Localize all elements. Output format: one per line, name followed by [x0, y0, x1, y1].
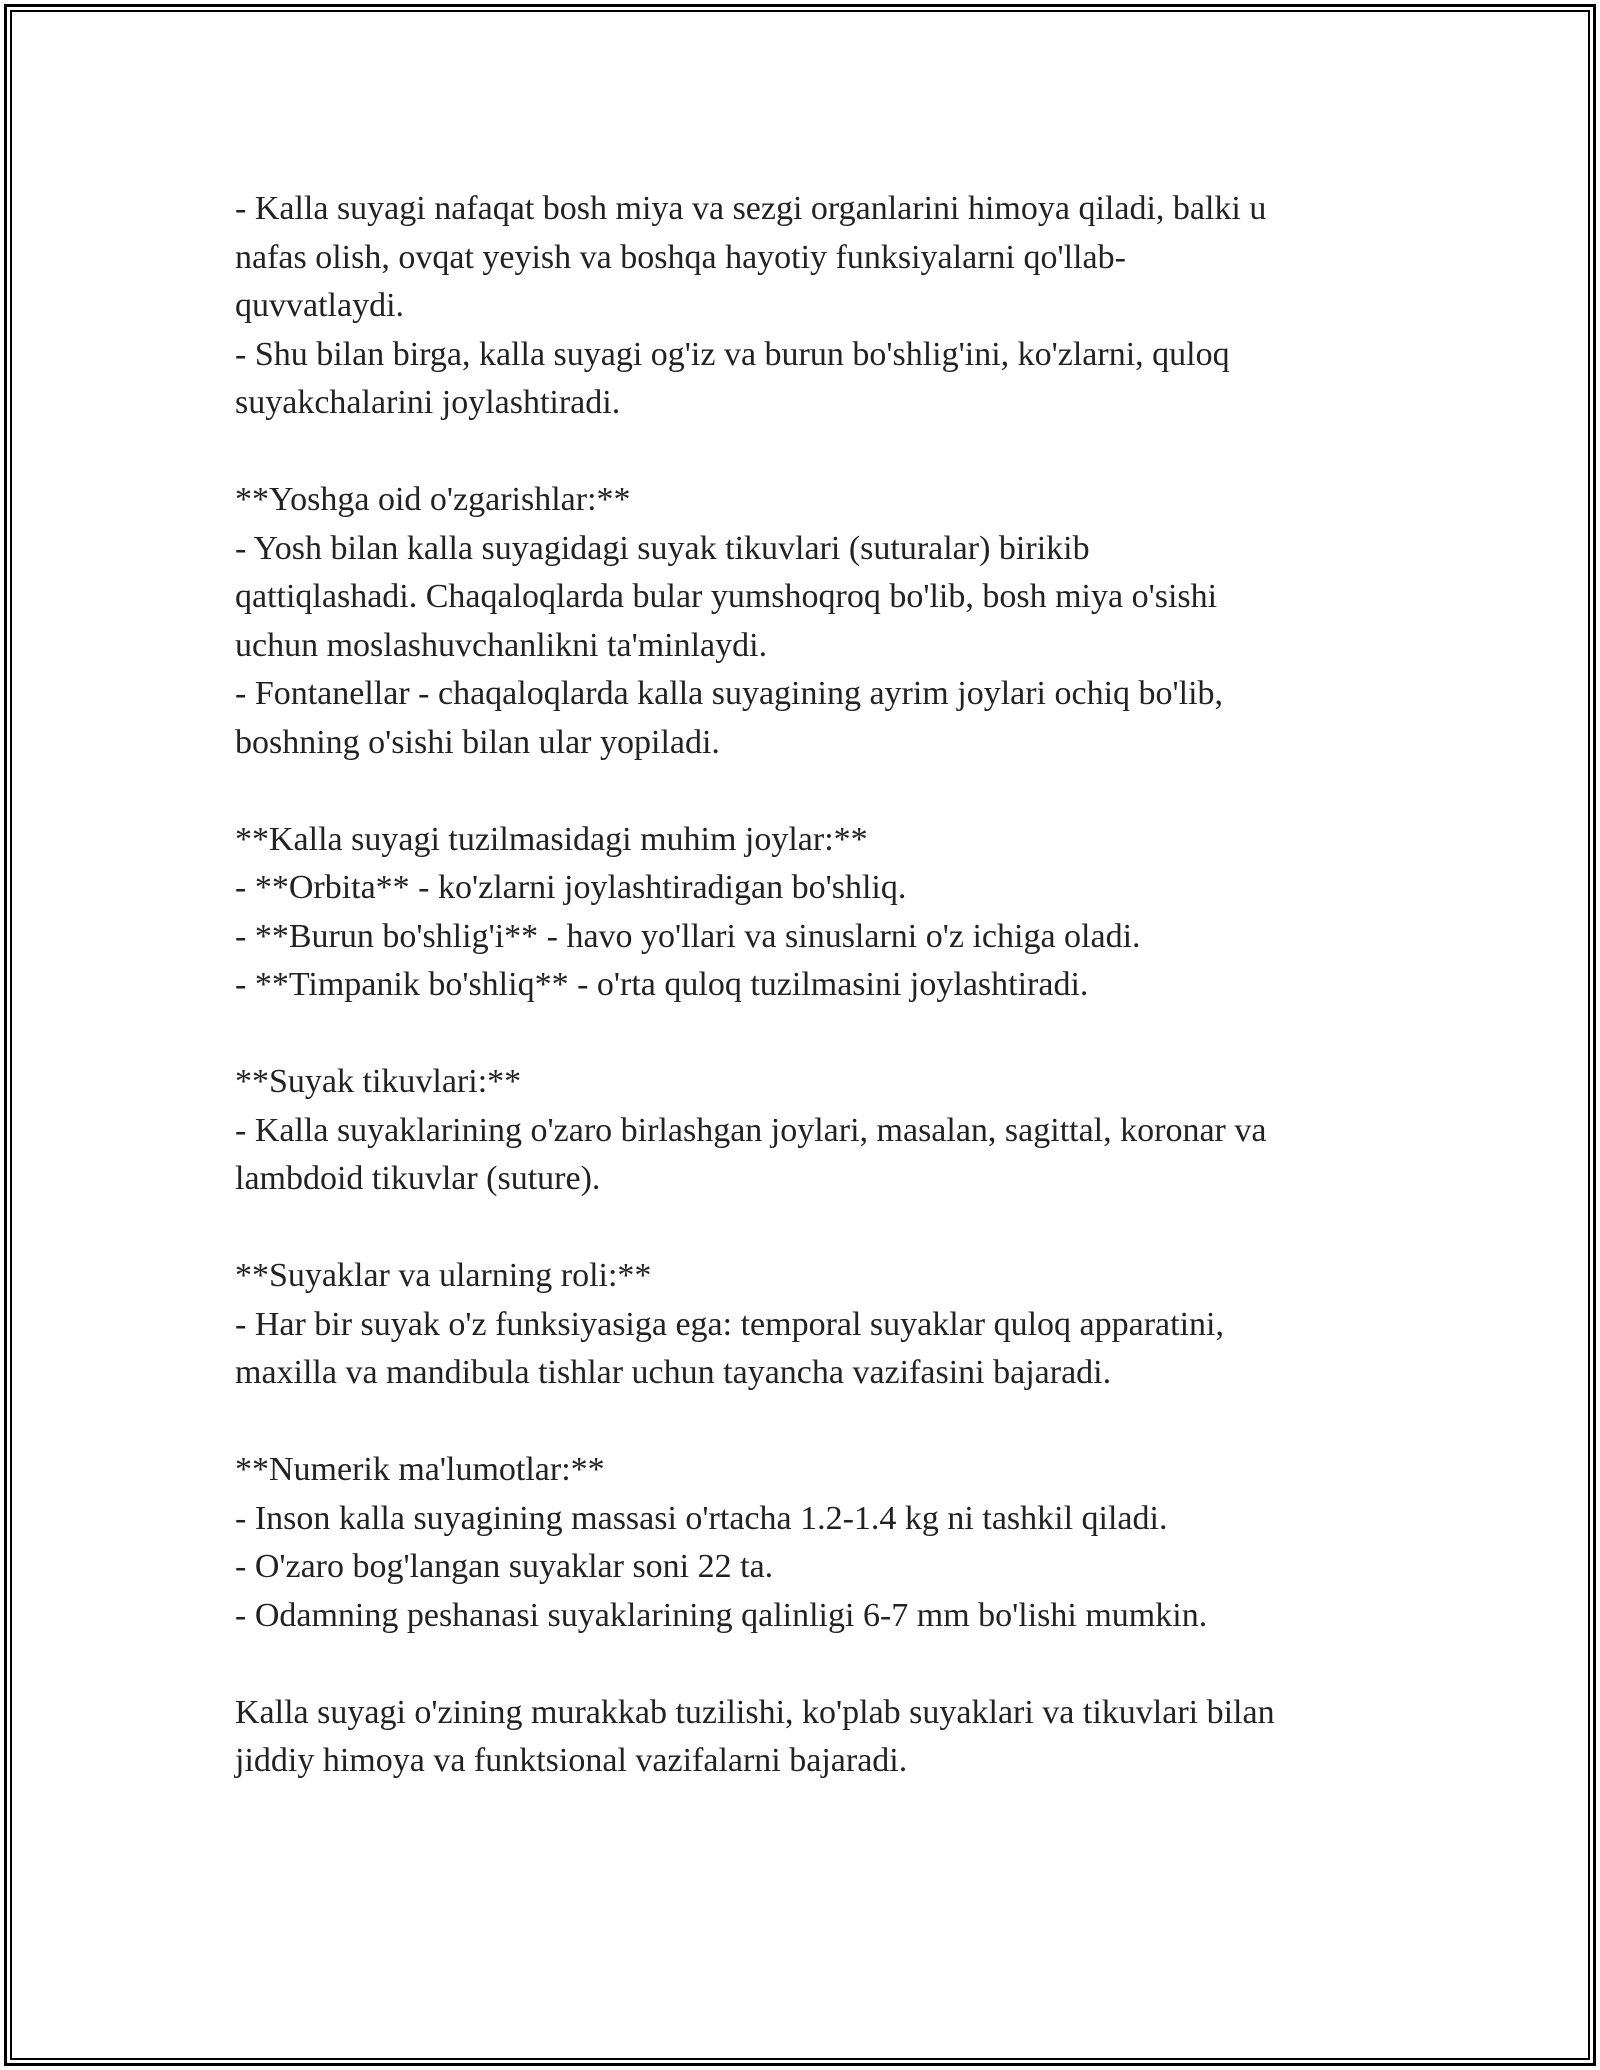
- list-item: - **Burun bo'shlig'i** - havo yo'llari va sinuslarni o'z ichiga oladi.: [235, 917, 1141, 955]
- text-line: - Yosh bilan kalla suyagidagi suyak tikuvlari (suturalar) birikib: [235, 529, 1090, 567]
- section-important-structures: [235, 816, 1365, 1010]
- section-heading: **Numerik ma'lumotlar:**: [235, 1451, 605, 1488]
- text-line: suyakchalarini joylashtiradi.: [235, 384, 621, 421]
- text-line: - Har bir suyak o'z funksiyasiga ega: temporal suyaklar quloq apparatini,: [235, 1305, 1224, 1343]
- text-line: nafas olish, ovqat yeyish va boshqa hayotiy funksiyalarni qo'llab-: [235, 238, 1126, 276]
- text-line: uchun moslashuvchanlikni ta'minlaydi.: [235, 626, 768, 664]
- section-age-changes: [235, 476, 1365, 767]
- list-item: - Inson kalla suyagining massasi o'rtacha 1.2-1.4 kg ni tashkil qiladi.: [235, 1499, 1168, 1537]
- section-bone-roles: [235, 1252, 1365, 1398]
- text-line: lambdoid tikuvlar (suture).: [235, 1160, 601, 1197]
- list-item: - **Timpanik bo'shliq** - o'rta quloq tuzilmasini joylashtiradi.: [235, 966, 1089, 1003]
- text-line: - Kalla suyaklarining o'zaro birlashgan joylari, masalan, sagittal, koronar va: [235, 1111, 1267, 1149]
- text-line: Kalla suyagi o'zining murakkab tuzilishi, ko'plab suyaklari va tikuvlari bilan: [235, 1693, 1275, 1731]
- paragraph-gap: [235, 1010, 1365, 1059]
- document-body: [235, 185, 1365, 1786]
- text-line: jiddiy himoya va funktsional vazifalarni bajaradi.: [235, 1742, 908, 1779]
- paragraph-gap: [235, 767, 1365, 816]
- paragraph-gap: [235, 1204, 1365, 1253]
- section-numeric-data: [235, 1446, 1365, 1640]
- section-heading: **Suyak tikuvlari:**: [235, 1063, 522, 1100]
- paragraph-conclusion: [235, 1689, 1365, 1786]
- text-line: boshning o'sishi bilan ular yopiladi.: [235, 723, 720, 761]
- text-line: - Kalla suyagi nafaqat bosh miya va sezgi organlarini himoya qiladi, balki u: [235, 190, 1267, 227]
- text-line: maxilla va mandibula tishlar uchun tayancha vazifasini bajaradi.: [235, 1354, 1112, 1391]
- text-line: - Fontanellar - chaqaloqlarda kalla suyagining ayrim joylari ochiq bo'lib,: [235, 675, 1224, 712]
- paragraph-skull-functions: [235, 185, 1365, 428]
- paragraph-gap: [235, 1640, 1365, 1689]
- list-item: - Odamning peshanasi suyaklarining qalinligi 6-7 mm bo'lishi mumkin.: [235, 1596, 1208, 1634]
- text-line: - Shu bilan birga, kalla suyagi og'iz va burun bo'shlig'ini, ko'zlarni, quloq: [235, 335, 1230, 373]
- section-heading: **Suyaklar va ularning roli:**: [235, 1257, 652, 1294]
- paragraph-gap: [235, 1398, 1365, 1447]
- text-line: qattiqlashadi. Chaqaloqlarda bular yumshoqroq bo'lib, bosh miya o'sishi: [235, 578, 1218, 615]
- section-heading: **Kalla suyagi tuzilmasidagi muhim joylar:**: [235, 820, 868, 858]
- list-item: - O'zaro bog'langan suyaklar soni 22 ta.: [235, 1548, 774, 1585]
- list-item: - **Orbita** - ko'zlarni joylashtiradigan bo'shliq.: [235, 869, 907, 906]
- text-line: quvvatlaydi.: [235, 287, 405, 324]
- paragraph-gap: [235, 428, 1365, 477]
- section-sutures: [235, 1058, 1365, 1204]
- section-heading: **Yoshga oid o'zgarishlar:**: [235, 481, 631, 518]
